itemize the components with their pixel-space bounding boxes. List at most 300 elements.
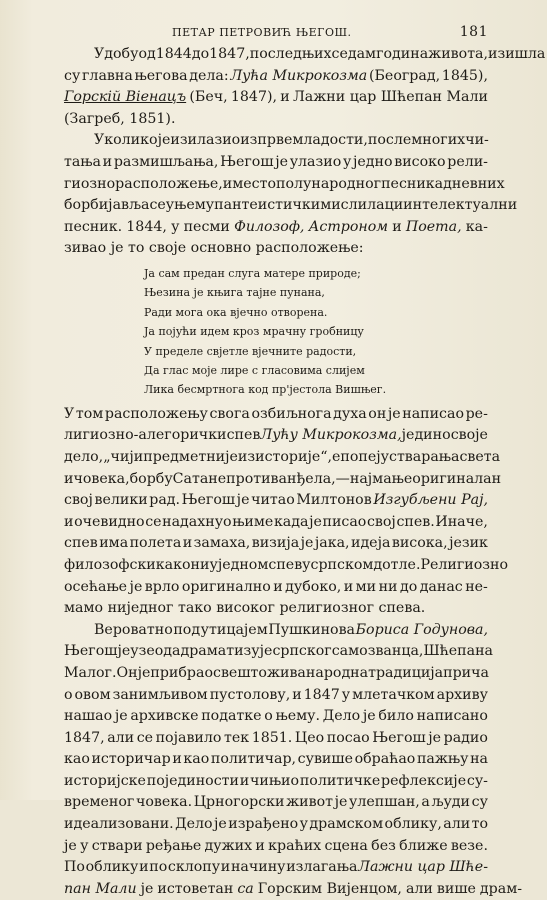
text-line xyxy=(64,469,502,491)
word: осећање xyxy=(64,578,128,595)
word: (Београд, xyxy=(368,67,441,84)
word: је xyxy=(236,492,250,509)
word: овом xyxy=(74,686,111,703)
word: али xyxy=(443,816,471,833)
word: и xyxy=(222,175,233,192)
word: Малог. xyxy=(64,664,117,681)
word: то xyxy=(471,816,488,833)
word: као xyxy=(64,751,90,768)
word: је xyxy=(334,794,348,811)
word: писао xyxy=(322,513,367,530)
word: излагања xyxy=(286,859,358,876)
word: о xyxy=(64,686,73,703)
word: озбиљнога xyxy=(251,405,332,422)
word: од xyxy=(138,46,156,62)
word: ми xyxy=(355,578,377,595)
word: самозванца, xyxy=(331,643,424,660)
word: оригинално xyxy=(181,578,271,595)
word: политичке xyxy=(299,772,381,789)
word: тања xyxy=(64,153,101,170)
word: народна xyxy=(305,664,369,681)
word: Астроном xyxy=(308,218,389,235)
word: идеја xyxy=(350,535,391,552)
word: као xyxy=(183,751,210,768)
word: млетачком xyxy=(352,686,435,703)
text-line xyxy=(64,238,488,260)
word: је xyxy=(275,153,288,170)
word: више xyxy=(436,880,476,897)
text-line xyxy=(64,620,488,642)
word: изилазио xyxy=(170,132,241,149)
word: нашао xyxy=(64,708,113,725)
word: и xyxy=(273,578,283,595)
paragraph-1 xyxy=(64,44,546,130)
word: њему. xyxy=(275,708,320,725)
text-line xyxy=(64,174,505,196)
word: живота, xyxy=(428,46,489,62)
word: радио xyxy=(443,729,488,746)
text-line xyxy=(64,577,488,599)
word: жива xyxy=(266,664,306,681)
word: израђено xyxy=(228,816,299,833)
word: колико xyxy=(104,132,158,149)
word: гиозно xyxy=(64,175,116,192)
text-line xyxy=(64,152,488,174)
word: свој xyxy=(64,492,93,509)
word: своје xyxy=(450,427,488,444)
word: у xyxy=(171,218,180,235)
word: 1851. xyxy=(251,729,293,746)
text-line xyxy=(64,447,501,469)
word: Изгубљени Рај, xyxy=(373,492,488,509)
word: дубоко, xyxy=(285,578,342,595)
text-line xyxy=(64,555,509,577)
word: главна xyxy=(82,67,133,84)
word: идеализовани. xyxy=(64,816,174,833)
poem-verse: Ја сам предан слуга матере природе; xyxy=(144,266,361,280)
word: размишљања, xyxy=(113,153,219,170)
word: везе. xyxy=(450,837,488,854)
word: младости, xyxy=(292,132,368,149)
word: (Загреб, 1851). xyxy=(64,110,176,127)
text-line xyxy=(64,44,546,66)
word: седам xyxy=(331,46,377,62)
word: у xyxy=(299,816,308,833)
word: улепшан, xyxy=(348,794,420,811)
word: је xyxy=(362,708,376,725)
word: година xyxy=(376,46,429,62)
word: историје“, xyxy=(255,448,333,465)
word: Дело xyxy=(175,816,213,833)
word: последњих xyxy=(249,46,332,62)
word: тек xyxy=(224,729,250,746)
word: Он xyxy=(116,664,138,681)
word: и xyxy=(393,197,404,214)
text-line xyxy=(64,109,488,131)
word: Шћепана xyxy=(423,643,493,660)
word: склопу xyxy=(167,859,221,876)
word: Његош xyxy=(181,492,236,509)
word: духа xyxy=(333,405,367,422)
word: Горскій Віенацъ xyxy=(64,89,187,106)
word: Лућу Микрокозма, xyxy=(260,427,402,444)
word: обраћао xyxy=(354,751,416,768)
word: ни xyxy=(190,556,210,573)
word: интелектуални xyxy=(403,197,518,214)
word: је xyxy=(140,880,154,897)
text-line xyxy=(64,728,488,750)
word: 1847, xyxy=(209,46,250,62)
word: традиција xyxy=(368,664,444,681)
word: дневних xyxy=(443,175,505,192)
word: није xyxy=(206,448,238,465)
word: У xyxy=(94,132,105,149)
paragraph-3 xyxy=(64,404,509,620)
word: после xyxy=(367,132,412,149)
word: 1847 xyxy=(303,686,340,703)
poem-verse: Ја појући идем кроз мрачну гробницу xyxy=(144,325,364,339)
word: драматизује xyxy=(180,643,273,660)
word: Лажни цар Шћепан Мали xyxy=(292,89,488,106)
word: у xyxy=(165,197,175,214)
word: рад. xyxy=(149,492,181,509)
word: улазио xyxy=(289,153,342,170)
word: човека, xyxy=(73,470,130,487)
word: свога xyxy=(209,405,250,422)
word: и xyxy=(139,859,149,876)
text-line xyxy=(64,749,488,771)
word: данас xyxy=(419,578,463,595)
word: предмет xyxy=(143,448,207,465)
word: се xyxy=(149,197,166,214)
text-line xyxy=(64,130,488,152)
word: и xyxy=(220,859,231,876)
text-line xyxy=(64,425,488,447)
word: пажњу xyxy=(416,751,469,768)
word: када xyxy=(273,513,309,530)
word: са xyxy=(237,880,254,897)
word: Његош xyxy=(372,729,426,746)
word: драмском xyxy=(309,816,384,833)
word: он xyxy=(368,405,387,422)
word: ближе xyxy=(399,837,448,854)
word: 1844 xyxy=(155,46,192,62)
word: и xyxy=(255,837,265,854)
word: прибрао xyxy=(150,664,213,681)
word: његова xyxy=(134,67,188,84)
word: у xyxy=(209,556,218,573)
word: дела: xyxy=(189,67,229,84)
word: дужих xyxy=(204,837,253,854)
word: ређање xyxy=(145,837,202,854)
word: чињио xyxy=(250,772,300,789)
word: 1845), xyxy=(441,67,488,84)
page-number: 181 xyxy=(459,24,488,40)
word: том xyxy=(75,405,104,422)
word: у xyxy=(342,153,352,170)
word: живот xyxy=(286,794,333,811)
word: истоветан xyxy=(157,880,234,897)
word: језик xyxy=(449,535,488,552)
word: замаха, xyxy=(193,535,251,552)
word: и xyxy=(280,89,290,106)
word: српског xyxy=(272,643,332,660)
word: Лажни цар Шће- xyxy=(358,859,488,876)
word: Бориса Годунова, xyxy=(355,621,488,638)
word: јака, xyxy=(314,535,350,552)
word: Горским Вијенцом, xyxy=(257,880,402,897)
word: визија xyxy=(251,535,300,552)
word: и xyxy=(102,153,113,170)
word: света xyxy=(459,448,501,465)
word: сцена xyxy=(324,837,368,854)
word: врло xyxy=(144,578,180,595)
word: временог xyxy=(64,794,135,811)
word: краћих xyxy=(268,837,322,854)
paragraph-2 xyxy=(64,130,518,260)
word: све xyxy=(213,664,238,681)
word: су xyxy=(64,67,81,84)
word: је xyxy=(300,535,314,552)
word: сувише xyxy=(297,751,353,768)
text-line xyxy=(64,641,493,663)
word: у xyxy=(341,686,351,703)
poem-verse: Ради мога ока вјечно отворена. xyxy=(144,305,328,319)
word: историјске xyxy=(64,772,146,789)
text-line xyxy=(64,792,488,814)
word: и xyxy=(239,772,250,789)
word: свој xyxy=(366,513,396,530)
word: из xyxy=(237,448,256,465)
poem-verse: Лика бесмртнога код пр'јестола Вишњег. xyxy=(144,383,387,397)
word: По xyxy=(64,859,85,876)
word: Религиозно xyxy=(420,556,509,573)
text-line xyxy=(64,195,518,217)
word: расположење, xyxy=(115,175,223,192)
word: Милтонов xyxy=(296,492,372,509)
word: многих xyxy=(411,132,466,149)
word: 1844, xyxy=(126,218,167,235)
poem-verse: Њезина је књига тајне пунана, xyxy=(144,286,325,300)
word: њему xyxy=(174,197,215,214)
word: и xyxy=(292,686,302,703)
word: велики xyxy=(94,492,148,509)
word: борбу xyxy=(129,470,173,487)
word: историчар xyxy=(91,751,171,768)
word: је xyxy=(387,405,401,422)
word: 1847, xyxy=(64,729,105,746)
word: посао xyxy=(326,729,370,746)
word: српском xyxy=(310,556,374,573)
text-line xyxy=(64,598,488,620)
word: написао xyxy=(402,405,465,422)
word: једном xyxy=(217,556,269,573)
word: Његош xyxy=(64,643,118,660)
word: добу xyxy=(104,46,139,62)
word: рели- xyxy=(447,153,488,170)
text-line xyxy=(64,533,488,555)
word: филозофски xyxy=(64,556,156,573)
text-line xyxy=(64,512,488,534)
poem-quote xyxy=(144,264,488,400)
word: пантеистички xyxy=(214,197,321,214)
text-line xyxy=(64,836,488,858)
word: су- xyxy=(466,772,488,789)
word: оригиналан xyxy=(412,470,502,487)
word: начину xyxy=(230,859,286,876)
text-line xyxy=(64,771,488,793)
word: високо xyxy=(394,153,446,170)
word: на xyxy=(470,751,488,768)
word: најмање xyxy=(349,470,413,487)
word: и xyxy=(182,535,193,552)
word: пан Мали xyxy=(64,880,137,897)
word: је xyxy=(64,837,77,854)
word: мамо ниједног тако високог религиозног спева. xyxy=(64,600,426,617)
word: су xyxy=(471,794,488,811)
word: спев. xyxy=(396,513,435,530)
word: — xyxy=(335,470,350,487)
word: песми xyxy=(183,218,230,235)
word: што xyxy=(237,664,267,681)
word: против xyxy=(226,470,279,487)
word: а xyxy=(421,794,430,811)
word: под xyxy=(173,621,201,638)
word: и xyxy=(392,218,402,235)
word: У xyxy=(94,46,105,62)
word: до xyxy=(399,578,418,595)
word: спев xyxy=(64,535,98,552)
word: до xyxy=(191,46,210,62)
poem-verse: У пределе свјетле вјечните радости, xyxy=(144,344,357,358)
word: Цео xyxy=(294,729,325,746)
word: Иначе, xyxy=(435,513,488,530)
text-line xyxy=(64,879,523,900)
word: њиме xyxy=(232,513,274,530)
word: јавља xyxy=(108,197,150,214)
word: ни xyxy=(378,578,398,595)
word: је xyxy=(309,513,322,530)
word: без xyxy=(371,837,396,854)
text-line xyxy=(64,706,488,728)
word: (Беч, xyxy=(189,89,228,106)
word: надахнуо xyxy=(162,513,232,530)
word: ре- xyxy=(465,405,488,422)
word: Поета, xyxy=(405,218,462,235)
poem-verse: Да глас моје лире с гласовима слијем xyxy=(144,363,365,377)
word: како xyxy=(155,556,191,573)
word: у xyxy=(80,837,89,854)
word: појединости xyxy=(146,772,239,789)
word: чи- xyxy=(465,132,489,149)
word: архиву xyxy=(436,686,488,703)
word: има xyxy=(99,535,129,552)
word: је xyxy=(117,643,131,660)
word: човека. xyxy=(135,794,193,811)
word: песника xyxy=(381,175,444,192)
word: рефлексије xyxy=(381,772,467,789)
word: анђела, xyxy=(278,470,336,487)
word: изишла xyxy=(488,46,546,62)
word: драм- xyxy=(479,880,523,897)
word: архивске xyxy=(130,708,199,725)
word: дотле. xyxy=(373,556,421,573)
word: узео xyxy=(130,643,164,660)
word: је xyxy=(428,729,442,746)
paragraph-4 xyxy=(64,620,523,900)
running-title: ПЕТАР ПЕТРОВИЋ ЊЕГОШ. xyxy=(172,26,352,39)
word: податке xyxy=(201,708,262,725)
text-line xyxy=(64,217,488,239)
word: политичар, xyxy=(210,751,297,768)
word: полета xyxy=(129,535,182,552)
page-header xyxy=(64,24,488,40)
word: спеву xyxy=(268,556,311,573)
word: облику xyxy=(85,859,139,876)
word: дело, xyxy=(64,448,104,465)
word: У xyxy=(64,405,75,422)
word: читао xyxy=(251,492,295,509)
word: Филозоф, xyxy=(234,218,305,235)
word: било xyxy=(378,708,414,725)
word: Пушкинова xyxy=(268,621,356,638)
word: о xyxy=(264,708,273,725)
word: и xyxy=(64,513,74,530)
word: је xyxy=(129,578,143,595)
word: место xyxy=(232,175,277,192)
word: Дело xyxy=(322,708,361,725)
word: написано xyxy=(416,708,488,725)
word: али xyxy=(107,729,135,746)
word: се xyxy=(136,729,154,746)
word: се xyxy=(145,513,162,530)
word: спев xyxy=(226,427,261,444)
text-line xyxy=(64,663,488,685)
word: мислилац xyxy=(320,197,394,214)
word: по xyxy=(149,859,168,876)
word: је xyxy=(114,708,128,725)
word: Његош xyxy=(220,153,274,170)
word: да xyxy=(163,643,181,660)
word: полународног xyxy=(276,175,382,192)
word: лигиозно-алегорички xyxy=(64,427,227,444)
word: прича xyxy=(443,664,489,681)
word: људи xyxy=(431,794,471,811)
word: је xyxy=(214,816,227,833)
word: „чији xyxy=(103,448,144,465)
word: прве xyxy=(257,132,293,149)
word: епопеју xyxy=(332,448,390,465)
word: и xyxy=(64,470,74,487)
word: зивао је то своје основно расположење: xyxy=(64,240,364,257)
word: једно xyxy=(352,153,393,170)
body-text xyxy=(64,44,546,900)
text-line xyxy=(64,66,488,88)
text-line xyxy=(64,490,488,512)
word: 1847), xyxy=(230,89,278,106)
word: и xyxy=(172,751,182,768)
word: борби xyxy=(64,197,109,214)
word: из xyxy=(240,132,258,149)
word: висока, xyxy=(391,535,448,552)
word: и xyxy=(343,578,354,595)
word: је xyxy=(157,132,171,149)
word: једино xyxy=(401,427,451,444)
text-line xyxy=(64,404,488,426)
word: песник. xyxy=(64,218,123,235)
word: ствари xyxy=(91,837,143,854)
word: је xyxy=(137,664,151,681)
